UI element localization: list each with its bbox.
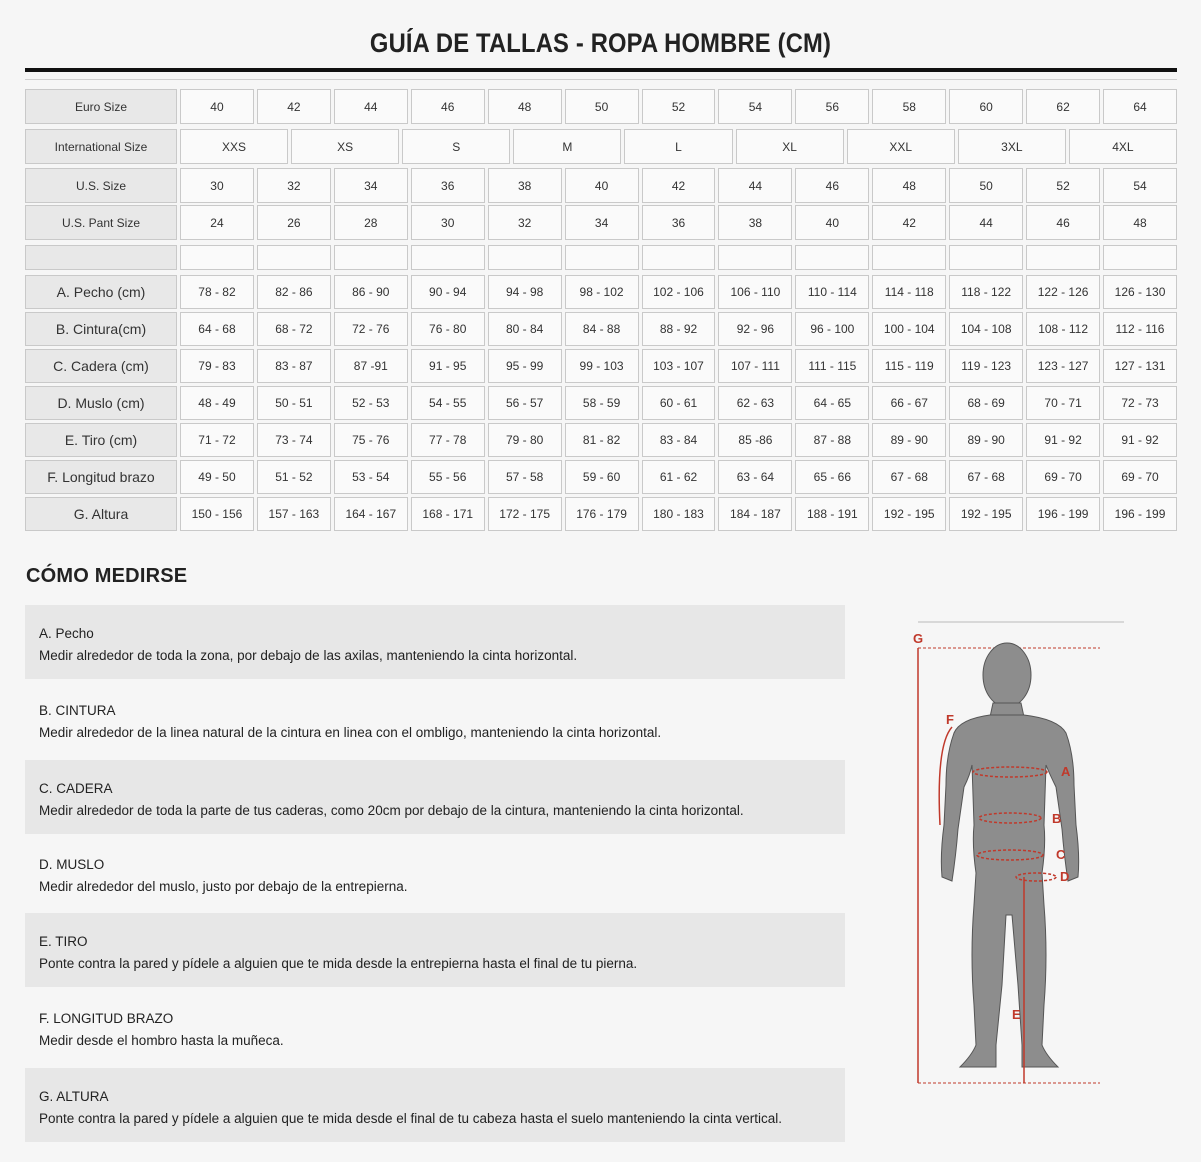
table-cell: 196 - 199 — [1103, 497, 1177, 531]
table-cell-empty — [718, 245, 792, 270]
table-cell: 67 - 68 — [872, 460, 946, 494]
table-cell: 192 - 195 — [949, 497, 1023, 531]
row-label: G. Altura — [25, 497, 177, 531]
table-cell: 40 — [565, 168, 639, 203]
how-to-heading: C. CADERA — [39, 781, 113, 796]
marker-b: B — [1052, 811, 1062, 826]
table-cell: 24 — [180, 205, 254, 240]
table-cell: 30 — [180, 168, 254, 203]
table-cell: 3XL — [958, 129, 1066, 164]
table-cell: 83 - 84 — [642, 423, 716, 457]
table-cell: 38 — [488, 168, 562, 203]
row-label: A. Pecho (cm) — [25, 275, 177, 309]
table-cell: 48 — [872, 168, 946, 203]
table-cell-empty — [565, 245, 639, 270]
table-cell: 44 — [334, 89, 408, 124]
table-cell: 91 - 92 — [1103, 423, 1177, 457]
table-cell: 50 — [949, 168, 1023, 203]
table-cell: 30 — [411, 205, 485, 240]
marker-f: F — [946, 712, 954, 727]
table-cell: 28 — [334, 205, 408, 240]
table-cell: 40 — [795, 205, 869, 240]
table-cell: 107 - 111 — [718, 349, 792, 383]
table-cell: 110 - 114 — [795, 275, 869, 309]
table-cell: 54 — [718, 89, 792, 124]
table-cell: 119 - 123 — [949, 349, 1023, 383]
row-us — [25, 168, 1177, 203]
how-to-heading: D. MUSLO — [39, 857, 105, 872]
table-cell: 106 - 110 — [718, 275, 792, 309]
table-cell: 192 - 195 — [872, 497, 946, 531]
table-cell: 184 - 187 — [718, 497, 792, 531]
how-to-description: Medir alrededor de toda la parte de tus caderas, como 20cm por debajo de la cintura, manteniendo la cinta horizontal. — [39, 803, 744, 818]
table-cell: 46 — [411, 89, 485, 124]
table-cell: 34 — [334, 168, 408, 203]
table-cell: 64 - 68 — [180, 312, 254, 346]
table-cell: 64 — [1103, 89, 1177, 124]
table-cell: 26 — [257, 205, 331, 240]
table-cell: 164 - 167 — [334, 497, 408, 531]
how-to-item — [25, 682, 845, 760]
table-cell: 52 — [1026, 168, 1100, 203]
table-cell-empty — [949, 245, 1023, 270]
table-cell-empty — [257, 245, 331, 270]
table-cell: 103 - 107 — [642, 349, 716, 383]
row-measure — [25, 312, 1177, 346]
table-cell: 59 - 60 — [565, 460, 639, 494]
table-cell: XS — [291, 129, 399, 164]
table-cell: 58 - 59 — [565, 386, 639, 420]
table-cell: 104 - 108 — [949, 312, 1023, 346]
table-cell: 90 - 94 — [411, 275, 485, 309]
table-cell: 89 - 90 — [872, 423, 946, 457]
table-cell: 94 - 98 — [488, 275, 562, 309]
table-cell: 79 - 83 — [180, 349, 254, 383]
table-cell: XL — [736, 129, 844, 164]
table-cell: S — [402, 129, 510, 164]
table-cell: 99 - 103 — [565, 349, 639, 383]
table-cell: 87 -91 — [334, 349, 408, 383]
table-cell: 34 — [565, 205, 639, 240]
table-cell: 36 — [642, 205, 716, 240]
table-cell: 112 - 116 — [1103, 312, 1177, 346]
how-to-heading: A. Pecho — [39, 626, 94, 641]
table-cell: 172 - 175 — [488, 497, 562, 531]
table-cell: 68 - 69 — [949, 386, 1023, 420]
how-to-item — [25, 990, 845, 1068]
row-label: F. Longitud brazo — [25, 460, 177, 494]
how-to-heading: F. LONGITUD BRAZO — [39, 1011, 174, 1026]
table-cell: XXL — [847, 129, 955, 164]
table-cell: 44 — [718, 168, 792, 203]
how-to-heading: B. CINTURA — [39, 703, 116, 718]
table-cell: 72 - 76 — [334, 312, 408, 346]
table-cell-empty — [334, 245, 408, 270]
marker-c: C — [1056, 847, 1066, 862]
row-label: U.S. Pant Size — [25, 205, 177, 240]
row-label: D. Muslo (cm) — [25, 386, 177, 420]
table-cell: 32 — [488, 205, 562, 240]
how-to-item — [25, 605, 845, 679]
table-cell: 44 — [949, 205, 1023, 240]
table-cell: M — [513, 129, 621, 164]
table-cell: 72 - 73 — [1103, 386, 1177, 420]
how-to-description: Medir alrededor de toda la zona, por debajo de las axilas, manteniendo la cinta horizontal. — [39, 648, 578, 663]
table-cell: 67 - 68 — [949, 460, 1023, 494]
row-us-pant — [25, 205, 1177, 240]
row-label: Euro Size — [25, 89, 177, 124]
table-cell: 69 - 70 — [1026, 460, 1100, 494]
table-cell: 118 - 122 — [949, 275, 1023, 309]
table-cell: 91 - 92 — [1026, 423, 1100, 457]
table-cell: 87 - 88 — [795, 423, 869, 457]
table-cell: 196 - 199 — [1026, 497, 1100, 531]
table-cell: 96 - 100 — [795, 312, 869, 346]
table-cell: 176 - 179 — [565, 497, 639, 531]
table-cell: 188 - 191 — [795, 497, 869, 531]
table-cell: 115 - 119 — [872, 349, 946, 383]
table-cell: L — [624, 129, 732, 164]
table-cell: 60 — [949, 89, 1023, 124]
table-cell: 48 — [488, 89, 562, 124]
row-measure — [25, 275, 1177, 309]
table-cell: 4XL — [1069, 129, 1177, 164]
table-cell-empty — [1026, 245, 1100, 270]
how-to-heading: G. ALTURA — [39, 1089, 109, 1104]
table-cell: 52 - 53 — [334, 386, 408, 420]
table-cell: 66 - 67 — [872, 386, 946, 420]
row-label: B. Cintura(cm) — [25, 312, 177, 346]
table-cell: 38 — [718, 205, 792, 240]
table-cell: 86 - 90 — [334, 275, 408, 309]
table-cell: 58 — [872, 89, 946, 124]
table-cell-empty — [488, 245, 562, 270]
table-cell: 95 - 99 — [488, 349, 562, 383]
table-cell-empty — [1103, 245, 1177, 270]
marker-a: A — [1061, 764, 1071, 779]
table-cell: 76 - 80 — [411, 312, 485, 346]
table-cell: 81 - 82 — [565, 423, 639, 457]
table-cell: 42 — [642, 168, 716, 203]
table-cell: 123 - 127 — [1026, 349, 1100, 383]
table-cell: 102 - 106 — [642, 275, 716, 309]
table-cell: 32 — [257, 168, 331, 203]
table-cell: 54 — [1103, 168, 1177, 203]
how-to-item — [25, 913, 845, 987]
table-cell: 84 - 88 — [565, 312, 639, 346]
table-cell-empty — [411, 245, 485, 270]
row-measure — [25, 386, 1177, 420]
table-cell: 150 - 156 — [180, 497, 254, 531]
row-measure — [25, 497, 1177, 531]
table-cell: 77 - 78 — [411, 423, 485, 457]
table-cell: 78 - 82 — [180, 275, 254, 309]
table-cell: 69 - 70 — [1103, 460, 1177, 494]
table-cell: 56 - 57 — [488, 386, 562, 420]
table-cell: 108 - 112 — [1026, 312, 1100, 346]
how-to-description: Medir desde el hombro hasta la muñeca. — [39, 1033, 284, 1048]
table-cell: 36 — [411, 168, 485, 203]
marker-g: G — [913, 631, 924, 646]
how-to-item — [25, 760, 845, 834]
table-cell: 54 - 55 — [411, 386, 485, 420]
table-cell: 42 — [257, 89, 331, 124]
table-cell: 70 - 71 — [1026, 386, 1100, 420]
table-cell: 80 - 84 — [488, 312, 562, 346]
table-cell-empty — [795, 245, 869, 270]
how-to-description: Ponte contra la pared y pídele a alguien que te mida desde el final de tu cabeza hasta el suelo manteniendo la cinta vertical. — [39, 1111, 782, 1126]
how-to-title: CÓMO MEDIRSE — [26, 565, 188, 587]
row-international — [25, 129, 1177, 164]
table-cell: 88 - 92 — [642, 312, 716, 346]
table-cell: 60 - 61 — [642, 386, 716, 420]
table-cell: 126 - 130 — [1103, 275, 1177, 309]
table-cell-empty — [180, 245, 254, 270]
table-cell: 122 - 126 — [1026, 275, 1100, 309]
table-cell: 48 — [1103, 205, 1177, 240]
table-cell: 114 - 118 — [872, 275, 946, 309]
table-cell: 63 - 64 — [718, 460, 792, 494]
table-cell: 100 - 104 — [872, 312, 946, 346]
table-cell: 82 - 86 — [257, 275, 331, 309]
title-divider — [25, 68, 1177, 72]
table-cell: 46 — [1026, 205, 1100, 240]
row-label: E. Tiro (cm) — [25, 423, 177, 457]
table-cell: 73 - 74 — [257, 423, 331, 457]
title-thin-divider — [25, 79, 1177, 80]
table-cell: 92 - 96 — [718, 312, 792, 346]
table-cell: 62 — [1026, 89, 1100, 124]
table-cell: 91 - 95 — [411, 349, 485, 383]
table-cell: 79 - 80 — [488, 423, 562, 457]
table-cell: 68 - 72 — [257, 312, 331, 346]
table-cell: 111 - 115 — [795, 349, 869, 383]
table-cell: 40 — [180, 89, 254, 124]
marker-d: D — [1060, 869, 1070, 884]
table-cell: 46 — [795, 168, 869, 203]
how-to-description: Medir alrededor del muslo, justo por debajo de la entrepierna. — [39, 879, 408, 894]
row-measure — [25, 349, 1177, 383]
table-cell: 50 — [565, 89, 639, 124]
marker-e: E — [1012, 1007, 1021, 1022]
row-label: U.S. Size — [25, 168, 177, 203]
table-cell: 98 - 102 — [565, 275, 639, 309]
table-cell: 57 - 58 — [488, 460, 562, 494]
table-cell: 64 - 65 — [795, 386, 869, 420]
row-spacer — [25, 245, 1177, 270]
table-cell: 61 - 62 — [642, 460, 716, 494]
table-cell: 48 - 49 — [180, 386, 254, 420]
table-cell: 83 - 87 — [257, 349, 331, 383]
how-to-description: Medir alrededor de la linea natural de la cintura en linea con el ombligo, manteniendo la cinta horizontal. — [39, 725, 662, 740]
body-measurement-figure — [900, 615, 1130, 1090]
how-to-description: Ponte contra la pared y pídele a alguien que te mida desde la entrepierna hasta el final de tu pierna. — [39, 956, 638, 971]
row-euro — [25, 89, 1177, 124]
how-to-heading: E. TIRO — [39, 934, 88, 949]
table-cell: 71 - 72 — [180, 423, 254, 457]
table-cell: XXS — [180, 129, 288, 164]
table-cell: 127 - 131 — [1103, 349, 1177, 383]
table-cell: 56 — [795, 89, 869, 124]
table-cell: 168 - 171 — [411, 497, 485, 531]
page-title: GUÍA DE TALLAS - ROPA HOMBRE (CM) — [369, 28, 832, 58]
table-cell: 53 - 54 — [334, 460, 408, 494]
row-measure — [25, 460, 1177, 494]
table-cell: 50 - 51 — [257, 386, 331, 420]
table-cell: 180 - 183 — [642, 497, 716, 531]
table-cell: 89 - 90 — [949, 423, 1023, 457]
table-cell: 52 — [642, 89, 716, 124]
table-cell: 157 - 163 — [257, 497, 331, 531]
table-cell-empty — [642, 245, 716, 270]
how-to-item — [25, 1068, 845, 1142]
table-cell: 65 - 66 — [795, 460, 869, 494]
row-label-empty — [25, 245, 177, 270]
table-cell: 51 - 52 — [257, 460, 331, 494]
table-cell: 75 - 76 — [334, 423, 408, 457]
table-cell: 85 -86 — [718, 423, 792, 457]
table-cell: 55 - 56 — [411, 460, 485, 494]
table-cell: 42 — [872, 205, 946, 240]
how-to-item — [25, 836, 845, 913]
table-cell-empty — [872, 245, 946, 270]
row-label: International Size — [25, 129, 177, 164]
table-cell: 49 - 50 — [180, 460, 254, 494]
row-measure — [25, 423, 1177, 457]
table-cell: 62 - 63 — [718, 386, 792, 420]
row-label: C. Cadera (cm) — [25, 349, 177, 383]
